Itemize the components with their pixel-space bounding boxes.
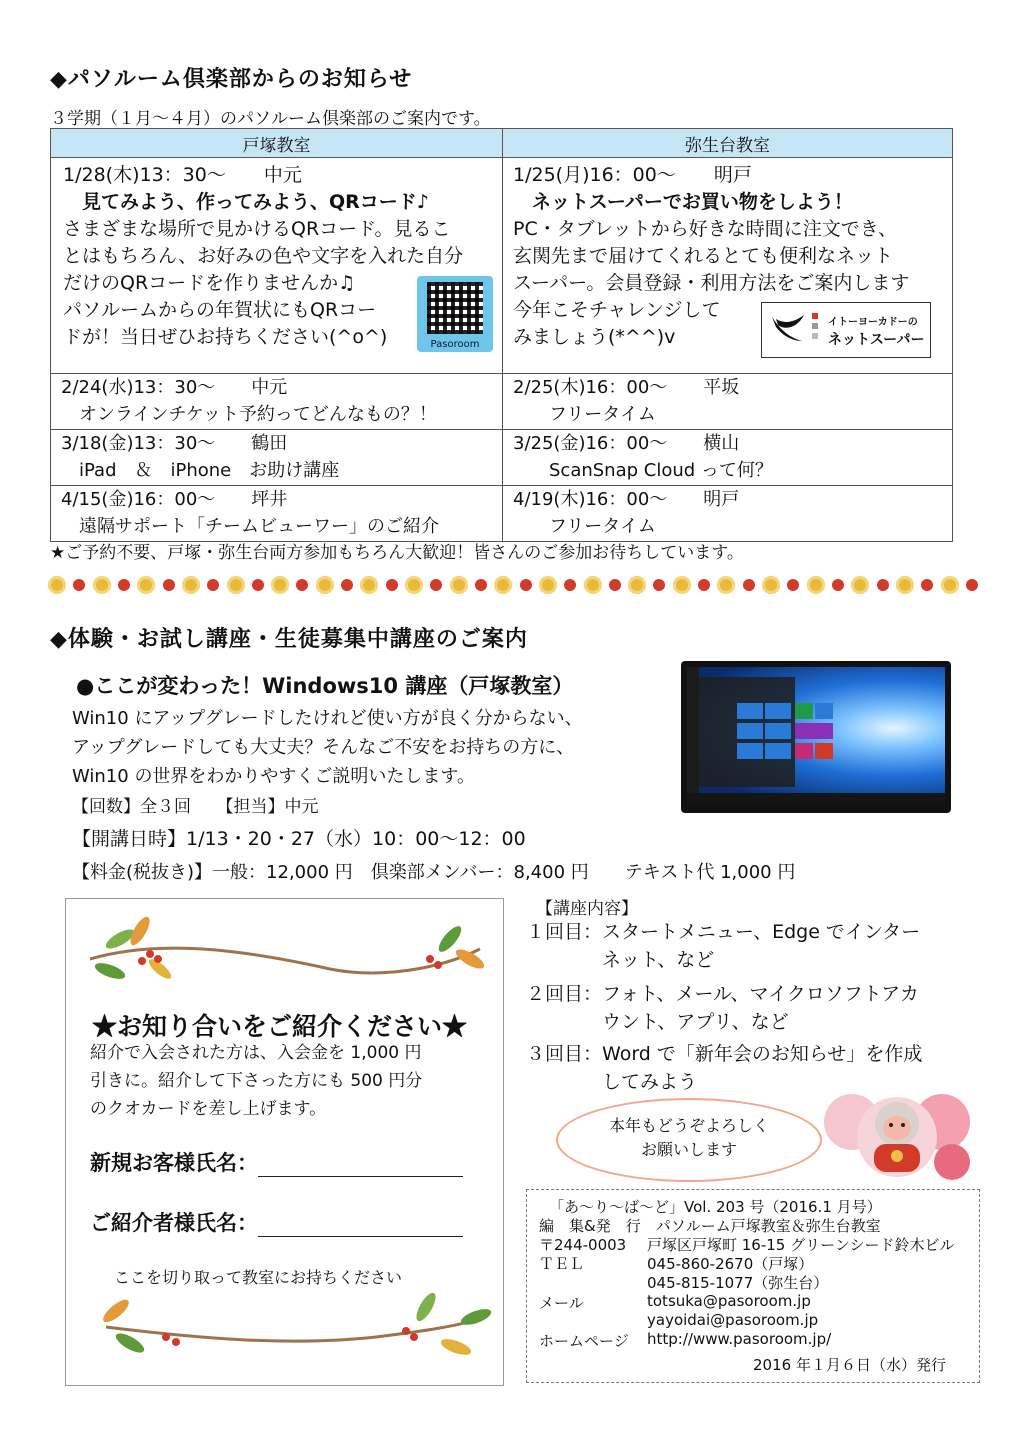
swallow-icon — [766, 307, 810, 351]
plum-flower-icon — [628, 576, 646, 594]
row-title: フリータイム — [513, 404, 656, 425]
red-berry-icon — [163, 579, 175, 591]
red-berry-icon — [430, 579, 442, 591]
session-text: スタートメニュー、Edge でインター — [602, 921, 921, 943]
schedule-row-cell — [51, 486, 503, 542]
yayoidai-main-body: スーパー。会員登録・利用方法をご案内します — [513, 272, 910, 294]
branch-decoration-icon — [86, 1287, 496, 1377]
referrer-label: ご紹介者様氏名： — [90, 1210, 258, 1235]
red-berry-icon — [73, 579, 85, 591]
plum-flower-icon — [405, 576, 423, 594]
session-text: してみよう — [602, 1071, 698, 1093]
course-dates: 【開講日時】1/13・20・27（水）10：00～12：00 — [72, 828, 526, 850]
schedule-row-cell — [503, 430, 953, 486]
plum-flower-icon — [762, 576, 780, 594]
footer-address: 戸塚区戸塚町 16-15 グリーンシード鈴木ビル — [647, 1236, 955, 1254]
footer-tel-label: ＴＥＬ — [539, 1255, 585, 1273]
totsuka-main-body: とはもちろん、お好みの色や文字を入れた自分 — [63, 245, 464, 267]
yayoidai-main-cell — [503, 158, 953, 374]
red-berry-icon — [118, 579, 130, 591]
referral-body-line: 引きに。紹介して下さった方にも 500 円分 — [90, 1071, 423, 1091]
yayoidai-main-body: 今年こそチャレンジして — [513, 299, 721, 321]
plum-flower-icon — [360, 576, 378, 594]
column-header-totsuka: 戸塚教室 — [51, 129, 503, 158]
plum-flower-icon — [450, 576, 468, 594]
row-title: フリータイム — [513, 516, 656, 537]
footer-tel1: 045-860-2670（戸塚） — [647, 1255, 814, 1273]
session-number: ３回目： — [526, 1043, 603, 1065]
plum-flower-icon — [494, 576, 512, 594]
referral-coupon — [65, 898, 504, 1386]
referral-title: ★お知り合いをご紹介ください★ — [92, 1012, 468, 1041]
footer-mail-label: メール — [539, 1294, 584, 1312]
windows10-screenshot — [681, 661, 951, 813]
decorative-flower-border — [48, 574, 978, 596]
monkey-illustration-icon — [822, 1082, 972, 1182]
yayoidai-main-body: みましょう(*^^)v — [513, 326, 676, 348]
start-tile — [795, 723, 833, 739]
start-menu-sidebar — [687, 667, 699, 803]
greeting-line: 本年もどうぞよろしく — [608, 1116, 769, 1135]
session-text: Word で「新年会のお知らせ」を作成 — [602, 1043, 923, 1065]
row-title: ScanSnap Cloud って何？ — [513, 460, 773, 481]
start-tile — [795, 703, 813, 719]
session-text: ウント、アプリ、など — [602, 1011, 789, 1033]
red-berry-icon — [921, 579, 933, 591]
totsuka-main-cell — [51, 158, 503, 374]
row-date: 2/24(水)13：30～ 中元 — [61, 377, 288, 398]
course-desc-line: Win10 にアップグレードしたけれど使い方が良く分からない、 — [72, 708, 583, 729]
red-berry-icon — [832, 579, 844, 591]
red-berry-icon — [564, 579, 576, 591]
totsuka-main-headline: 見てみよう、作ってみよう、QRコード♪ — [63, 191, 429, 213]
red-berry-icon — [787, 579, 799, 591]
schedule-footnote: ★ご予約不要、戸塚・弥生台両方参加もちろん大歓迎！皆さんのご参加お待ちしています。 — [50, 543, 744, 563]
footer-publisher: 編 集&発 行 パソルーム戸塚教室＆弥生台教室 — [539, 1217, 881, 1235]
yayoidai-main-headline: ネットスーパーでお買い物をしよう！ — [513, 191, 853, 213]
footer-hp-link[interactable]: http://www.pasoroom.jp/ — [647, 1330, 832, 1348]
totsuka-main-body: パソルームからの年賀状にもQRコー — [63, 299, 377, 321]
plum-flower-icon — [48, 576, 66, 594]
start-tile — [765, 703, 791, 719]
start-tile — [765, 723, 791, 739]
plum-flower-icon — [93, 576, 111, 594]
plum-flower-icon — [807, 576, 825, 594]
row-date: 4/15(金)16：00～ 坪井 — [61, 489, 288, 510]
schedule-row-cell — [51, 430, 503, 486]
logo-square-red — [812, 313, 818, 319]
plum-flower-icon — [182, 576, 200, 594]
footer-hp-label: ホームページ — [539, 1332, 629, 1350]
session-text: ネット、など — [602, 949, 715, 971]
red-berry-icon — [296, 579, 308, 591]
referrer-line[interactable] — [258, 1214, 463, 1237]
footer-mail1[interactable]: totsuka@pasoroom.jp — [647, 1292, 811, 1310]
session-number: １回目： — [526, 921, 603, 943]
red-berry-icon — [341, 579, 353, 591]
taskbar — [687, 793, 945, 803]
greeting-line: お願いします — [640, 1140, 737, 1159]
red-berry-icon — [252, 579, 264, 591]
schedule-table — [50, 128, 953, 542]
plum-flower-icon — [539, 576, 557, 594]
footer-zip: 〒244-0003 — [539, 1236, 627, 1254]
course-desc-line: Win10 の世界をわかりやすくご説明いたします。 — [72, 766, 475, 787]
course-session — [526, 918, 922, 974]
red-berry-icon — [698, 579, 710, 591]
course-title: ●ここが変わった！Windows10 講座（戸塚教室） — [76, 674, 574, 698]
section-title-courses: ◆体験・お試し講座・生徒募集中講座のご案内 — [50, 627, 528, 652]
new-customer-label: 新規お客様氏名： — [90, 1150, 258, 1175]
cut-instruction: ここを切り取って教室にお持ちください — [114, 1268, 403, 1287]
totsuka-main-body: だけのQRコードを作りませんか♫ — [63, 272, 356, 294]
red-berry-icon — [966, 579, 978, 591]
start-tile — [795, 743, 813, 759]
club-intro: ３学期（１月～４月）のパソルーム倶楽部のご案内です。 — [50, 109, 491, 129]
referral-body-line: のクオカードを差し上げます。 — [90, 1099, 327, 1119]
totsuka-main-body: さまざまな場所で見かけるQRコード。見るこ — [63, 218, 451, 240]
totsuka-main-body: ドが！当日ぜひお持ちください(^o^) — [63, 326, 388, 348]
red-berry-icon — [877, 579, 889, 591]
red-berry-icon — [386, 579, 398, 591]
start-tile — [815, 743, 833, 759]
plum-flower-icon — [896, 576, 914, 594]
yayoidai-main-body: PC・タブレットから好きな時間に注文でき、 — [513, 218, 898, 240]
column-header-yayoidai: 弥生台教室 — [503, 129, 953, 158]
plum-flower-icon — [137, 576, 155, 594]
footer-volume: 「あ～り～ば～ど」Vol. 203 号（2016.1 月号） — [549, 1198, 882, 1216]
course-content-heading: 【講座内容】 — [536, 899, 638, 919]
yayoidai-main-body: 玄関先まで届けてくれるとても便利なネット — [513, 245, 894, 267]
new-customer-line[interactable] — [258, 1154, 463, 1177]
red-berry-icon — [520, 579, 532, 591]
start-tile — [737, 723, 763, 739]
new-customer-field[interactable] — [90, 1147, 463, 1177]
row-date: 3/25(金)16：00～ 横山 — [513, 433, 740, 454]
row-title: 遠隔サポート「チームビューワー」のご紹介 — [61, 516, 439, 537]
red-berry-icon — [743, 579, 755, 591]
greeting-bubble — [556, 1098, 822, 1182]
plum-flower-icon — [941, 576, 959, 594]
plum-flower-icon — [673, 576, 691, 594]
start-tile — [737, 743, 763, 759]
row-title: iPad ＆ iPhone お助け講座 — [61, 460, 340, 481]
course-desc-line: アップグレードしても大丈夫？そんなご不安をお持ちの方に、 — [72, 737, 575, 758]
course-content-list — [526, 918, 922, 1096]
newsletter-footer — [526, 1189, 980, 1383]
plum-flower-icon — [584, 576, 602, 594]
referral-body-line: 紹介で入会された方は、入会金を 1,000 円 — [90, 1043, 422, 1063]
start-tile — [765, 743, 791, 759]
plum-flower-icon — [717, 576, 735, 594]
schedule-row-cell — [503, 486, 953, 542]
schedule-row-cell — [51, 374, 503, 430]
totsuka-main-date: 1/28(木)13：30～ 中元 — [63, 164, 302, 186]
schedule-row-cell — [503, 374, 953, 430]
start-tile — [737, 703, 763, 719]
start-tile — [815, 703, 833, 719]
red-berry-icon — [207, 579, 219, 591]
course-fee: 【料金(税抜き)】一般：12,000 円 倶楽部メンバー：8,400 円 テキスト代 1,000 円 — [72, 862, 796, 883]
qr-code-image — [417, 276, 493, 352]
windows10-desktop-image — [687, 667, 945, 803]
red-berry-icon — [653, 579, 665, 591]
referrer-field[interactable] — [90, 1207, 463, 1237]
red-berry-icon — [609, 579, 621, 591]
row-date: 3/18(金)13：30～ 鶴田 — [61, 433, 288, 454]
row-title: オンラインチケット予約ってどんなもの？！ — [61, 404, 437, 425]
plum-flower-icon — [851, 576, 869, 594]
logo-square-gray — [812, 323, 818, 329]
row-date: 2/25(木)16：00～ 平坂 — [513, 377, 740, 398]
logo-text-top: イトーヨーカドーの — [828, 317, 918, 328]
logo-text-main: ネットスーパー — [828, 332, 925, 348]
session-number: ２回目： — [526, 983, 603, 1005]
plum-flower-icon — [227, 576, 245, 594]
course-session — [526, 980, 922, 1036]
plum-flower-icon — [316, 576, 334, 594]
footer-mail2[interactable]: yayoidai@pasoroom.jp — [647, 1311, 819, 1329]
branch-decoration-icon — [80, 909, 490, 1009]
course-count: 【回数】全３回 【担当】中元 — [72, 797, 319, 817]
footer-issued-date: 2016 年１月６日（水）発行 — [753, 1356, 946, 1374]
plum-flower-icon — [271, 576, 289, 594]
net-super-logo — [761, 302, 931, 358]
section-title-club: ◆パソルーム倶楽部からのお知らせ — [50, 67, 413, 92]
row-date: 4/19(木)16：00～ 明戸 — [513, 489, 740, 510]
logo-square-gray — [812, 333, 818, 339]
red-berry-icon — [475, 579, 487, 591]
session-text: フォト、メール、マイクロソフトアカ — [602, 983, 919, 1005]
footer-tel2: 045-815-1077（弥生台） — [647, 1274, 829, 1292]
yayoidai-main-date: 1/25(月)16：00～ 明戸 — [513, 164, 752, 186]
qr-code-icon — [427, 282, 483, 334]
qr-caption: Pasoroom — [430, 339, 480, 350]
